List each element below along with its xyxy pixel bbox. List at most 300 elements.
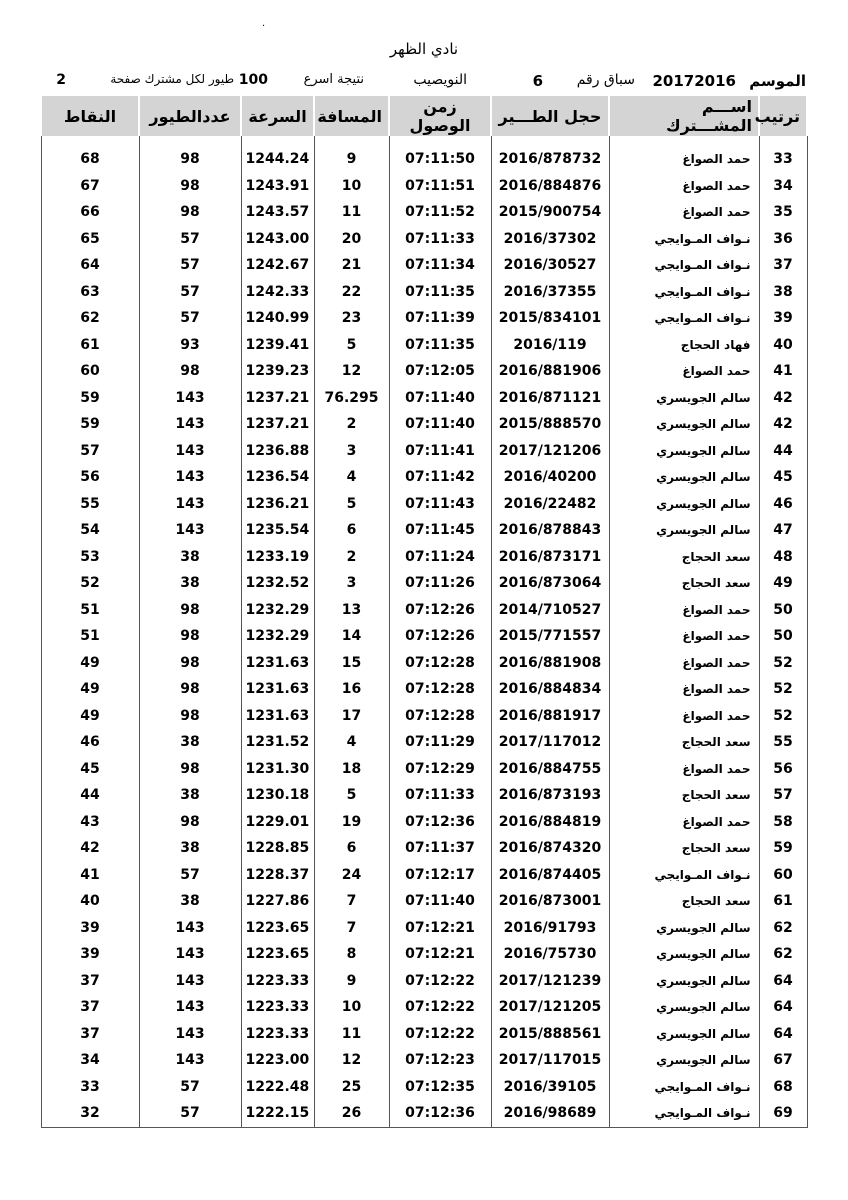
cell-points: 62	[41, 305, 139, 332]
cell-birds: 143	[139, 1021, 241, 1048]
cell-ring: 2016/873064	[491, 570, 609, 597]
cell-rank: 68	[759, 1074, 807, 1101]
cell-distance: 24	[314, 862, 389, 889]
cell-birds: 57	[139, 305, 241, 332]
season-label: الموسم	[749, 72, 806, 90]
cell-birds: 38	[139, 835, 241, 862]
cell-ring: 2015/771557	[491, 623, 609, 650]
race-value: 6	[532, 72, 543, 90]
cell-speed: 1239.23	[241, 358, 314, 385]
cell-rank: 62	[759, 915, 807, 942]
cell-distance: 12	[314, 1047, 389, 1074]
cell-rank: 67	[759, 1047, 807, 1074]
cell-speed: 1244.24	[241, 146, 314, 173]
cell-birds: 98	[139, 146, 241, 173]
cell-time: 07:11:41	[389, 438, 491, 465]
cell-birds: 143	[139, 491, 241, 518]
cell-time: 07:12:21	[389, 941, 491, 968]
cell-rank: 47	[759, 517, 807, 544]
cell-birds: 57	[139, 252, 241, 279]
table-row	[41, 464, 807, 491]
cell-birds: 57	[139, 279, 241, 306]
cell-name: سالم الجويسري	[609, 385, 759, 412]
cell-ring: 2016/881917	[491, 703, 609, 730]
cell-rank: 64	[759, 968, 807, 995]
cell-ring: 2016/878843	[491, 517, 609, 544]
cell-ring: 2016/884755	[491, 756, 609, 783]
cell-ring: 2016/40200	[491, 464, 609, 491]
cell-time: 07:11:45	[389, 517, 491, 544]
cell-rank: 64	[759, 1021, 807, 1048]
cell-speed: 1233.19	[241, 544, 314, 571]
table-row	[41, 676, 807, 703]
cell-time: 07:12:28	[389, 650, 491, 677]
cell-speed: 1227.86	[241, 888, 314, 915]
cell-name: سعد الحجاج	[609, 782, 759, 809]
table-row	[41, 252, 807, 279]
cell-speed: 1236.21	[241, 491, 314, 518]
cell-distance: 12	[314, 358, 389, 385]
cell-distance: 13	[314, 597, 389, 624]
cell-birds: 57	[139, 862, 241, 889]
cell-speed: 1236.54	[241, 464, 314, 491]
table-row	[41, 650, 807, 677]
cell-points: 49	[41, 676, 139, 703]
cell-name: حمد الصواغ	[609, 756, 759, 783]
cell-birds: 57	[139, 1074, 241, 1101]
cell-ring: 2016/37302	[491, 226, 609, 253]
cell-rank: 45	[759, 464, 807, 491]
table-row	[41, 862, 807, 889]
spacer-row	[41, 136, 807, 146]
table-row	[41, 703, 807, 730]
col-points: النقاط	[41, 96, 139, 136]
cell-name: سالم الجويسري	[609, 915, 759, 942]
cell-time: 07:11:35	[389, 279, 491, 306]
cell-name: حمد الصواغ	[609, 597, 759, 624]
cell-ring: 2016/873193	[491, 782, 609, 809]
cell-speed: 1232.29	[241, 597, 314, 624]
cell-time: 07:11:40	[389, 385, 491, 412]
cell-ring: 2016/873001	[491, 888, 609, 915]
cell-speed: 1222.48	[241, 1074, 314, 1101]
cell-points: 37	[41, 1021, 139, 1048]
cell-ring: 2016/98689	[491, 1100, 609, 1127]
cell-points: 66	[41, 199, 139, 226]
table-row	[41, 1021, 807, 1048]
cell-distance: 7	[314, 888, 389, 915]
cell-rank: 52	[759, 703, 807, 730]
cell-time: 07:12:05	[389, 358, 491, 385]
cell-time: 07:11:52	[389, 199, 491, 226]
cell-ring: 2017/121205	[491, 994, 609, 1021]
cell-speed: 1239.41	[241, 332, 314, 359]
cell-time: 07:11:42	[389, 464, 491, 491]
cell-birds: 143	[139, 994, 241, 1021]
cell-birds: 143	[139, 517, 241, 544]
result-count: 100	[238, 72, 268, 88]
cell-points: 55	[41, 491, 139, 518]
cell-points: 46	[41, 729, 139, 756]
cell-speed: 1237.21	[241, 385, 314, 412]
cell-ring: 2016/91793	[491, 915, 609, 942]
cell-points: 52	[41, 570, 139, 597]
cell-ring: 2017/117015	[491, 1047, 609, 1074]
cell-name: نـواف المـوايجي	[609, 305, 759, 332]
table-row	[41, 385, 807, 412]
cell-birds: 98	[139, 358, 241, 385]
cell-distance: 20	[314, 226, 389, 253]
cell-points: 61	[41, 332, 139, 359]
cell-ring: 2016/30527	[491, 252, 609, 279]
cell-birds: 98	[139, 623, 241, 650]
cell-points: 67	[41, 173, 139, 200]
cell-birds: 57	[139, 1100, 241, 1127]
cell-speed: 1237.21	[241, 411, 314, 438]
cell-name: نـواف المـوايجي	[609, 226, 759, 253]
cell-speed: 1230.18	[241, 782, 314, 809]
cell-birds: 38	[139, 782, 241, 809]
cell-speed: 1232.52	[241, 570, 314, 597]
cell-points: 51	[41, 623, 139, 650]
cell-name: حمد الصواغ	[609, 809, 759, 836]
cell-time: 07:11:39	[389, 305, 491, 332]
cell-points: 32	[41, 1100, 139, 1127]
cell-points: 39	[41, 941, 139, 968]
cell-birds: 98	[139, 650, 241, 677]
table-row	[41, 941, 807, 968]
cell-name: سالم الجويسري	[609, 517, 759, 544]
cell-rank: 61	[759, 888, 807, 915]
cell-birds: 143	[139, 1047, 241, 1074]
cell-rank: 44	[759, 438, 807, 465]
cell-name: سالم الجويسري	[609, 994, 759, 1021]
cell-name: سالم الجويسري	[609, 968, 759, 995]
cell-ring: 2016/37355	[491, 279, 609, 306]
col-time: زمن الوصول	[389, 96, 491, 136]
cell-speed: 1243.91	[241, 173, 314, 200]
cell-distance: 4	[314, 464, 389, 491]
cell-points: 56	[41, 464, 139, 491]
table-row	[41, 756, 807, 783]
cell-time: 07:12:17	[389, 862, 491, 889]
cell-time: 07:12:22	[389, 994, 491, 1021]
cell-rank: 52	[759, 650, 807, 677]
cell-distance: 21	[314, 252, 389, 279]
cell-name: نـواف المـوايجي	[609, 252, 759, 279]
table-row	[41, 544, 807, 571]
cell-birds: 143	[139, 464, 241, 491]
table-row	[41, 729, 807, 756]
race-info-line	[0, 72, 848, 94]
cell-time: 07:12:36	[389, 809, 491, 836]
cell-rank: 40	[759, 332, 807, 359]
cell-distance: 11	[314, 199, 389, 226]
cell-name: سعد الحجاج	[609, 888, 759, 915]
cell-rank: 52	[759, 676, 807, 703]
race-label: سباق رقم	[576, 72, 635, 88]
cell-name: حمد الصواغ	[609, 358, 759, 385]
cell-time: 07:12:26	[389, 597, 491, 624]
cell-speed: 1228.37	[241, 862, 314, 889]
season-value: 20172016	[652, 72, 736, 90]
cell-points: 40	[41, 888, 139, 915]
cell-rank: 33	[759, 146, 807, 173]
cell-distance: 25	[314, 1074, 389, 1101]
cell-ring: 2017/121239	[491, 968, 609, 995]
table-row	[41, 570, 807, 597]
cell-time: 07:11:35	[389, 332, 491, 359]
cell-speed: 1223.65	[241, 915, 314, 942]
col-distance: المسافة	[314, 96, 389, 136]
table-row	[41, 517, 807, 544]
table-row	[41, 226, 807, 253]
cell-speed: 1222.15	[241, 1100, 314, 1127]
cell-time: 07:11:33	[389, 782, 491, 809]
cell-rank: 50	[759, 623, 807, 650]
cell-time: 07:12:35	[389, 1074, 491, 1101]
cell-name: سالم الجويسري	[609, 464, 759, 491]
cell-distance: 16	[314, 676, 389, 703]
cell-points: 37	[41, 968, 139, 995]
cell-name: نـواف المـوايجي	[609, 1074, 759, 1101]
cell-distance: 76.295	[314, 385, 389, 412]
cell-birds: 98	[139, 756, 241, 783]
cell-name: سالم الجويسري	[609, 1021, 759, 1048]
cell-points: 41	[41, 862, 139, 889]
table-row	[41, 332, 807, 359]
cell-birds: 98	[139, 676, 241, 703]
cell-points: 42	[41, 835, 139, 862]
cell-ring: 2016/871121	[491, 385, 609, 412]
cell-birds: 98	[139, 703, 241, 730]
page-number: 2	[56, 72, 66, 88]
cell-points: 59	[41, 385, 139, 412]
cell-ring: 2016/884819	[491, 809, 609, 836]
cell-distance: 8	[314, 941, 389, 968]
cell-ring: 2016/873171	[491, 544, 609, 571]
cell-distance: 6	[314, 835, 389, 862]
cell-points: 49	[41, 650, 139, 677]
cell-time: 07:12:21	[389, 915, 491, 942]
cell-speed: 1231.63	[241, 703, 314, 730]
table-row	[41, 173, 807, 200]
cell-distance: 4	[314, 729, 389, 756]
table-row	[41, 968, 807, 995]
cell-points: 60	[41, 358, 139, 385]
cell-birds: 143	[139, 438, 241, 465]
cell-ring: 2015/888570	[491, 411, 609, 438]
table-row	[41, 411, 807, 438]
cell-birds: 38	[139, 888, 241, 915]
cell-ring: 2016/878732	[491, 146, 609, 173]
cell-name: سالم الجويسري	[609, 438, 759, 465]
cell-speed: 1223.33	[241, 1021, 314, 1048]
cell-points: 49	[41, 703, 139, 730]
cell-name: حمد الصواغ	[609, 676, 759, 703]
cell-name: نـواف المـوايجي	[609, 279, 759, 306]
cell-speed: 1231.52	[241, 729, 314, 756]
cell-time: 07:12:29	[389, 756, 491, 783]
cell-time: 07:11:40	[389, 411, 491, 438]
cell-points: 64	[41, 252, 139, 279]
col-ring: حجل الطـــير	[491, 96, 609, 136]
cell-points: 33	[41, 1074, 139, 1101]
cell-speed: 1223.65	[241, 941, 314, 968]
cell-ring: 2016/119	[491, 332, 609, 359]
cell-speed: 1243.57	[241, 199, 314, 226]
cell-name: سعد الحجاج	[609, 544, 759, 571]
table-row	[41, 199, 807, 226]
cell-birds: 98	[139, 597, 241, 624]
cell-rank: 56	[759, 756, 807, 783]
cell-name: حمد الصواغ	[609, 650, 759, 677]
cell-ring: 2015/834101	[491, 305, 609, 332]
cell-distance: 26	[314, 1100, 389, 1127]
cell-speed: 1228.85	[241, 835, 314, 862]
cell-distance: 23	[314, 305, 389, 332]
cell-name: سالم الجويسري	[609, 411, 759, 438]
cell-birds: 143	[139, 941, 241, 968]
table-row	[41, 888, 807, 915]
cell-points: 34	[41, 1047, 139, 1074]
cell-name: حمد الصواغ	[609, 173, 759, 200]
cell-time: 07:11:34	[389, 252, 491, 279]
race-name: النويصيب	[413, 72, 467, 88]
cell-rank: 62	[759, 941, 807, 968]
cell-distance: 18	[314, 756, 389, 783]
cell-distance: 7	[314, 915, 389, 942]
col-speed: السرعة	[241, 96, 314, 136]
cell-name: حمد الصواغ	[609, 703, 759, 730]
cell-distance: 6	[314, 517, 389, 544]
cell-name: حمد الصواغ	[609, 146, 759, 173]
cell-birds: 38	[139, 544, 241, 571]
cell-speed: 1223.33	[241, 994, 314, 1021]
cell-birds: 57	[139, 226, 241, 253]
cell-birds: 98	[139, 173, 241, 200]
cell-name: فهاد الحجاج	[609, 332, 759, 359]
cell-ring: 2016/22482	[491, 491, 609, 518]
cell-speed: 1240.99	[241, 305, 314, 332]
stray-dot: .	[262, 18, 266, 29]
cell-birds: 93	[139, 332, 241, 359]
cell-speed: 1231.30	[241, 756, 314, 783]
cell-distance: 2	[314, 411, 389, 438]
cell-points: 54	[41, 517, 139, 544]
cell-rank: 64	[759, 994, 807, 1021]
cell-ring: 2016/881908	[491, 650, 609, 677]
cell-ring: 2017/117012	[491, 729, 609, 756]
cell-speed: 1232.29	[241, 623, 314, 650]
cell-birds: 143	[139, 915, 241, 942]
cell-time: 07:11:29	[389, 729, 491, 756]
cell-time: 07:11:40	[389, 888, 491, 915]
table-row	[41, 305, 807, 332]
cell-time: 07:12:23	[389, 1047, 491, 1074]
cell-rank: 49	[759, 570, 807, 597]
cell-speed: 1231.63	[241, 650, 314, 677]
table-row	[41, 1047, 807, 1074]
col-rank: ترتيب	[759, 96, 807, 136]
cell-ring: 2016/75730	[491, 941, 609, 968]
cell-ring: 2015/888561	[491, 1021, 609, 1048]
cell-distance: 15	[314, 650, 389, 677]
cell-time: 07:11:24	[389, 544, 491, 571]
cell-points: 39	[41, 915, 139, 942]
cell-name: نـواف المـوايجي	[609, 1100, 759, 1127]
cell-name: سالم الجويسري	[609, 941, 759, 968]
cell-speed: 1243.00	[241, 226, 314, 253]
results-table	[40, 96, 808, 1128]
cell-ring: 2016/884834	[491, 676, 609, 703]
cell-name: سالم الجويسري	[609, 1047, 759, 1074]
cell-rank: 42	[759, 411, 807, 438]
cell-points: 53	[41, 544, 139, 571]
cell-distance: 9	[314, 968, 389, 995]
table-row	[41, 623, 807, 650]
cell-distance: 19	[314, 809, 389, 836]
cell-ring: 2016/39105	[491, 1074, 609, 1101]
cell-points: 43	[41, 809, 139, 836]
cell-ring: 2016/874320	[491, 835, 609, 862]
cell-rank: 59	[759, 835, 807, 862]
cell-distance: 9	[314, 146, 389, 173]
cell-rank: 50	[759, 597, 807, 624]
cell-rank: 55	[759, 729, 807, 756]
cell-name: سعد الحجاج	[609, 570, 759, 597]
cell-rank: 36	[759, 226, 807, 253]
cell-time: 07:12:22	[389, 1021, 491, 1048]
cell-points: 37	[41, 994, 139, 1021]
table-row	[41, 279, 807, 306]
cell-speed: 1223.00	[241, 1047, 314, 1074]
cell-ring: 2015/900754	[491, 199, 609, 226]
club-title: نادي الظهر	[389, 40, 459, 58]
cell-distance: 5	[314, 782, 389, 809]
cell-rank: 37	[759, 252, 807, 279]
header-row	[41, 96, 807, 136]
cell-rank: 41	[759, 358, 807, 385]
table-row	[41, 438, 807, 465]
cell-birds: 98	[139, 809, 241, 836]
cell-birds: 38	[139, 570, 241, 597]
table-row	[41, 1100, 807, 1127]
cell-name: حمد الصواغ	[609, 623, 759, 650]
cell-distance: 2	[314, 544, 389, 571]
cell-time: 07:12:28	[389, 676, 491, 703]
cell-distance: 22	[314, 279, 389, 306]
cell-birds: 38	[139, 729, 241, 756]
col-name: اســـم المشـــترك	[609, 96, 759, 136]
cell-birds: 143	[139, 968, 241, 995]
cell-name: سعد الحجاج	[609, 835, 759, 862]
cell-points: 63	[41, 279, 139, 306]
cell-ring: 2016/874405	[491, 862, 609, 889]
cell-rank: 58	[759, 809, 807, 836]
cell-ring: 2016/881906	[491, 358, 609, 385]
cell-distance: 11	[314, 1021, 389, 1048]
cell-rank: 69	[759, 1100, 807, 1127]
cell-speed: 1242.33	[241, 279, 314, 306]
col-birds: عددالطيور	[139, 96, 241, 136]
cell-distance: 5	[314, 491, 389, 518]
table-row	[41, 597, 807, 624]
results-body	[41, 136, 807, 1127]
cell-time: 07:11:37	[389, 835, 491, 862]
cell-distance: 5	[314, 332, 389, 359]
cell-distance: 14	[314, 623, 389, 650]
